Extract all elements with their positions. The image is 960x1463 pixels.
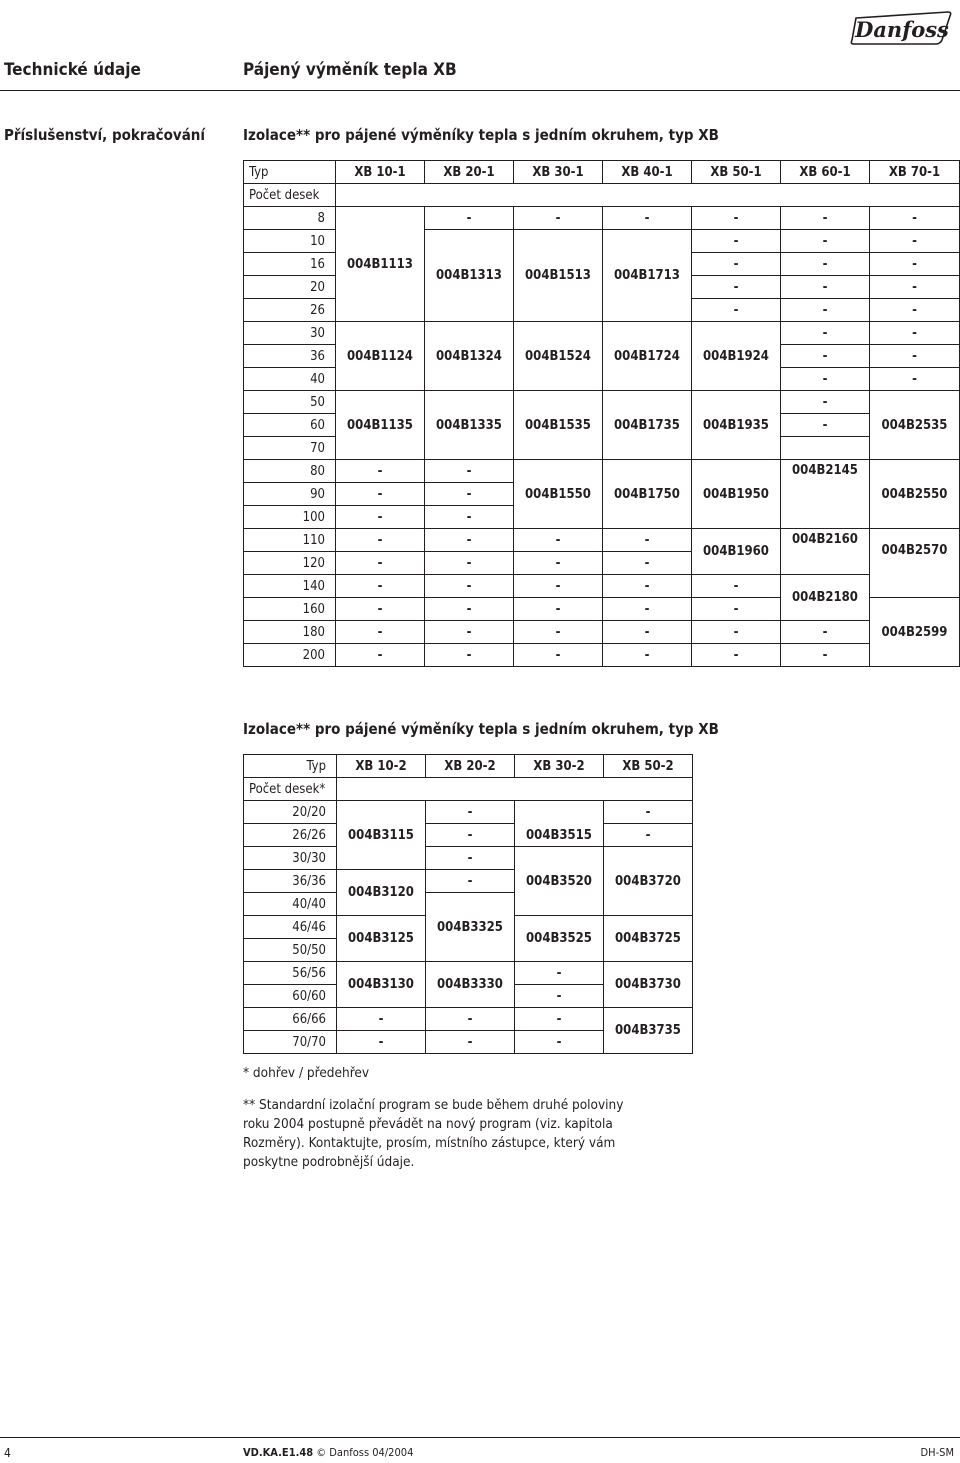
table-row: [244, 962, 693, 985]
plate-count: 20/20: [244, 801, 337, 824]
dash-cell: -: [336, 575, 425, 598]
code-cell: 004B1950: [692, 460, 781, 529]
brand-wordmark: Danfoss: [855, 17, 949, 42]
plate-count: 66/66: [244, 1008, 337, 1031]
plate-count: 80: [244, 460, 336, 483]
dash-cell: -: [425, 598, 514, 621]
footnote-insulation-program: ** Standardní izolační program se bude během druhé poloviny roku 2004 postupně převádět na nový program (viz. kapitola Rozměry). Kontaktujte, prosím, místního zástupce, který vám poskytne podrobnější údaje.: [243, 1097, 624, 1170]
dash-cell: -: [336, 598, 425, 621]
dash-cell: -: [425, 552, 514, 575]
danfoss-logo: [850, 6, 954, 48]
doc-code: VD.KA.E1.48: [243, 1446, 314, 1459]
dash-cell: -: [337, 1031, 426, 1054]
column-header: XB 30-1: [514, 161, 603, 184]
column-header: XB 50-1: [692, 161, 781, 184]
dash-cell: -: [425, 207, 514, 230]
plate-count: 60/60: [244, 985, 337, 1008]
plate-count: 70/70: [244, 1031, 337, 1054]
plate-count: 160: [244, 598, 336, 621]
table-row: [244, 644, 960, 667]
code-cell: 004B1324: [425, 322, 514, 391]
dash-cell: -: [781, 230, 870, 253]
dash-cell: -: [603, 207, 692, 230]
type-label: Typ: [244, 755, 337, 778]
copyright: © Danfoss 04/2004: [316, 1446, 414, 1459]
dash-cell: -: [426, 847, 515, 870]
dash-cell: -: [514, 552, 603, 575]
plate-count: 120: [244, 552, 336, 575]
plate-count: 180: [244, 621, 336, 644]
plate-count: 30/30: [244, 847, 337, 870]
column-header: XB 10-1: [336, 161, 425, 184]
dash-cell: -: [692, 575, 781, 598]
dash-cell: -: [603, 552, 692, 575]
dash-cell: -: [692, 276, 781, 299]
dash-cell: -: [515, 985, 604, 1008]
plate-count: 36: [244, 345, 336, 368]
dash-cell: -: [426, 801, 515, 824]
code-cell: 004B3325: [426, 893, 515, 962]
code-cell: 004B1924: [692, 322, 781, 391]
dash-cell: -: [870, 253, 960, 276]
table-row: [244, 824, 693, 847]
dash-cell: -: [336, 506, 425, 529]
header-divider: [0, 90, 960, 91]
code-cell: 004B2180: [781, 575, 870, 621]
code-cell: 004B3720: [604, 847, 693, 916]
code-cell: 004B1550: [514, 460, 603, 529]
code-cell: 004B2599: [870, 598, 960, 667]
dash-cell: -: [604, 801, 693, 824]
dash-cell: -: [336, 460, 425, 483]
dash-cell: -: [603, 598, 692, 621]
product-title: Pájený výměník tepla XB: [243, 60, 457, 80]
dash-cell: -: [781, 621, 870, 644]
dash-cell: -: [336, 644, 425, 667]
empty-cell: [337, 778, 693, 801]
dash-cell: -: [337, 1008, 426, 1031]
dash-cell: -: [781, 368, 870, 391]
column-header: XB 10-2: [337, 755, 426, 778]
footer-divider: [0, 1437, 960, 1438]
dash-cell: -: [781, 322, 870, 345]
dash-cell: -: [426, 870, 515, 893]
column-header: XB 70-1: [870, 161, 960, 184]
code-cell: 004B1724: [603, 322, 692, 391]
empty-cell: [336, 184, 960, 207]
dash-cell: -: [425, 575, 514, 598]
code-cell: 004B3125: [337, 916, 426, 962]
column-header: XB 20-2: [426, 755, 515, 778]
table-row: [244, 575, 960, 598]
dash-cell: -: [425, 621, 514, 644]
code-cell: 004B2160: [781, 529, 870, 575]
column-header: XB 40-1: [603, 161, 692, 184]
code-cell: 004B3330: [426, 962, 515, 1008]
code-cell: 004B1135: [336, 391, 425, 460]
dash-cell: -: [603, 621, 692, 644]
dash-cell: -: [870, 322, 960, 345]
table-row: [244, 621, 960, 644]
dash-cell: -: [514, 529, 603, 552]
code-cell: 004B3735: [604, 1008, 693, 1054]
dash-cell: -: [336, 483, 425, 506]
code-cell: 004B3730: [604, 962, 693, 1008]
dash-cell: -: [870, 230, 960, 253]
dash-cell: -: [604, 824, 693, 847]
table2-title: Izolace** pro pájené výměníky tepla s jedním okruhem, typ XB: [243, 720, 719, 738]
dash-cell: -: [781, 207, 870, 230]
dash-cell: -: [425, 644, 514, 667]
dash-cell: -: [425, 460, 514, 483]
dash-cell: -: [781, 299, 870, 322]
code-cell: 004B1524: [514, 322, 603, 391]
table-row: [244, 322, 960, 345]
dash-cell: -: [870, 207, 960, 230]
dash-cell: -: [425, 506, 514, 529]
plate-count: 56/56: [244, 962, 337, 985]
code-cell: 004B1935: [692, 391, 781, 460]
plate-count: 70: [244, 437, 336, 460]
table-row: [244, 801, 693, 824]
dash-cell: -: [692, 230, 781, 253]
dash-cell: -: [336, 621, 425, 644]
code-cell: 004B1735: [603, 391, 692, 460]
footer-right-code: DH-SM: [920, 1446, 954, 1459]
subsection-title: Příslušenství, pokračování: [4, 126, 206, 144]
table-row: [244, 1008, 693, 1031]
dash-cell: -: [426, 1008, 515, 1031]
dash-cell: -: [425, 483, 514, 506]
dash-cell: -: [425, 529, 514, 552]
code-cell: 004B2145: [781, 460, 870, 529]
dash-cell: -: [514, 621, 603, 644]
dash-cell: -: [692, 253, 781, 276]
table2: [243, 754, 693, 1054]
column-header: XB 20-1: [425, 161, 514, 184]
code-cell: 004B3520: [515, 847, 604, 916]
code-cell: 004B1313: [425, 230, 514, 322]
dash-cell: -: [603, 575, 692, 598]
dash-cell: -: [781, 644, 870, 667]
code-cell: 004B1750: [603, 460, 692, 529]
dash-cell: -: [426, 824, 515, 847]
code-cell: 004B3120: [337, 870, 426, 916]
table-row: [244, 460, 960, 483]
code-cell: 004B1713: [603, 230, 692, 322]
code-cell: 004B1535: [514, 391, 603, 460]
column-header: XB 60-1: [781, 161, 870, 184]
plate-count: 200: [244, 644, 336, 667]
dash-cell: -: [336, 552, 425, 575]
table-row: [244, 778, 693, 801]
dash-cell: -: [781, 345, 870, 368]
empty-cell: [781, 437, 870, 460]
plate-count: 20: [244, 276, 336, 299]
dash-cell: -: [781, 276, 870, 299]
code-cell: 004B3515: [515, 801, 604, 847]
table-row: [244, 529, 960, 552]
table-row: [244, 207, 960, 230]
table-row: [244, 755, 693, 778]
plate-count: 10: [244, 230, 336, 253]
dash-cell: -: [781, 253, 870, 276]
dash-cell: -: [336, 529, 425, 552]
footnote-preheating: * dohřev / předehřev: [243, 1065, 370, 1081]
table-row: [244, 391, 960, 414]
dash-cell: -: [603, 529, 692, 552]
code-cell: 004B2550: [870, 460, 960, 529]
plate-count: 110: [244, 529, 336, 552]
dash-cell: -: [514, 207, 603, 230]
dash-cell: -: [692, 207, 781, 230]
plate-count: 100: [244, 506, 336, 529]
code-cell: 004B2570: [870, 529, 960, 598]
plate-count: 40/40: [244, 893, 337, 916]
plate-count: 50/50: [244, 939, 337, 962]
plate-count: 30: [244, 322, 336, 345]
code-cell: 004B3115: [337, 801, 426, 870]
dash-cell: -: [692, 598, 781, 621]
code-cell: 004B1124: [336, 322, 425, 391]
code-cell: 004B2535: [870, 391, 960, 460]
code-cell: 004B1513: [514, 230, 603, 322]
dash-cell: -: [692, 299, 781, 322]
plate-count: 8: [244, 207, 336, 230]
plate-count: 40: [244, 368, 336, 391]
plate-count: 140: [244, 575, 336, 598]
code-cell: 004B1960: [692, 529, 781, 575]
dash-cell: -: [870, 345, 960, 368]
plate-count: 26: [244, 299, 336, 322]
table-row: [244, 847, 693, 870]
dash-cell: -: [603, 644, 692, 667]
dash-cell: -: [426, 1031, 515, 1054]
plate-count: 60: [244, 414, 336, 437]
dash-cell: -: [692, 621, 781, 644]
dash-cell: -: [781, 414, 870, 437]
plate-count: 90: [244, 483, 336, 506]
dash-cell: -: [514, 644, 603, 667]
dash-cell: -: [515, 962, 604, 985]
dash-cell: -: [514, 598, 603, 621]
code-cell: 004B3725: [604, 916, 693, 962]
table1-title: Izolace** pro pájené výměníky tepla s jedním okruhem, typ XB: [243, 126, 719, 144]
dash-cell: -: [870, 368, 960, 391]
dash-cell: -: [514, 575, 603, 598]
plate-count: 50: [244, 391, 336, 414]
plate-count: 36/36: [244, 870, 337, 893]
code-cell: 004B3130: [337, 962, 426, 1008]
dash-cell: -: [870, 299, 960, 322]
footer-doc-info: [243, 1446, 413, 1459]
page-number: 4: [4, 1446, 11, 1460]
column-header: XB 50-2: [604, 755, 693, 778]
dash-cell: -: [515, 1008, 604, 1031]
table1: [243, 160, 960, 667]
dash-cell: -: [781, 391, 870, 414]
code-cell: 004B1335: [425, 391, 514, 460]
column-header: XB 30-2: [515, 755, 604, 778]
type-label: Typ: [244, 161, 336, 184]
plate-count: 16: [244, 253, 336, 276]
dash-cell: -: [870, 276, 960, 299]
table-row: [244, 161, 960, 184]
rows-label: Počet desek: [244, 184, 336, 207]
plate-count: 26/26: [244, 824, 337, 847]
section-title: Technické údaje: [4, 60, 141, 80]
code-cell: 004B3525: [515, 916, 604, 962]
code-cell: 004B1113: [336, 207, 425, 322]
dash-cell: -: [515, 1031, 604, 1054]
rows-label: Počet desek*: [244, 778, 337, 801]
dash-cell: -: [692, 644, 781, 667]
table-row: [244, 184, 960, 207]
plate-count: 46/46: [244, 916, 337, 939]
